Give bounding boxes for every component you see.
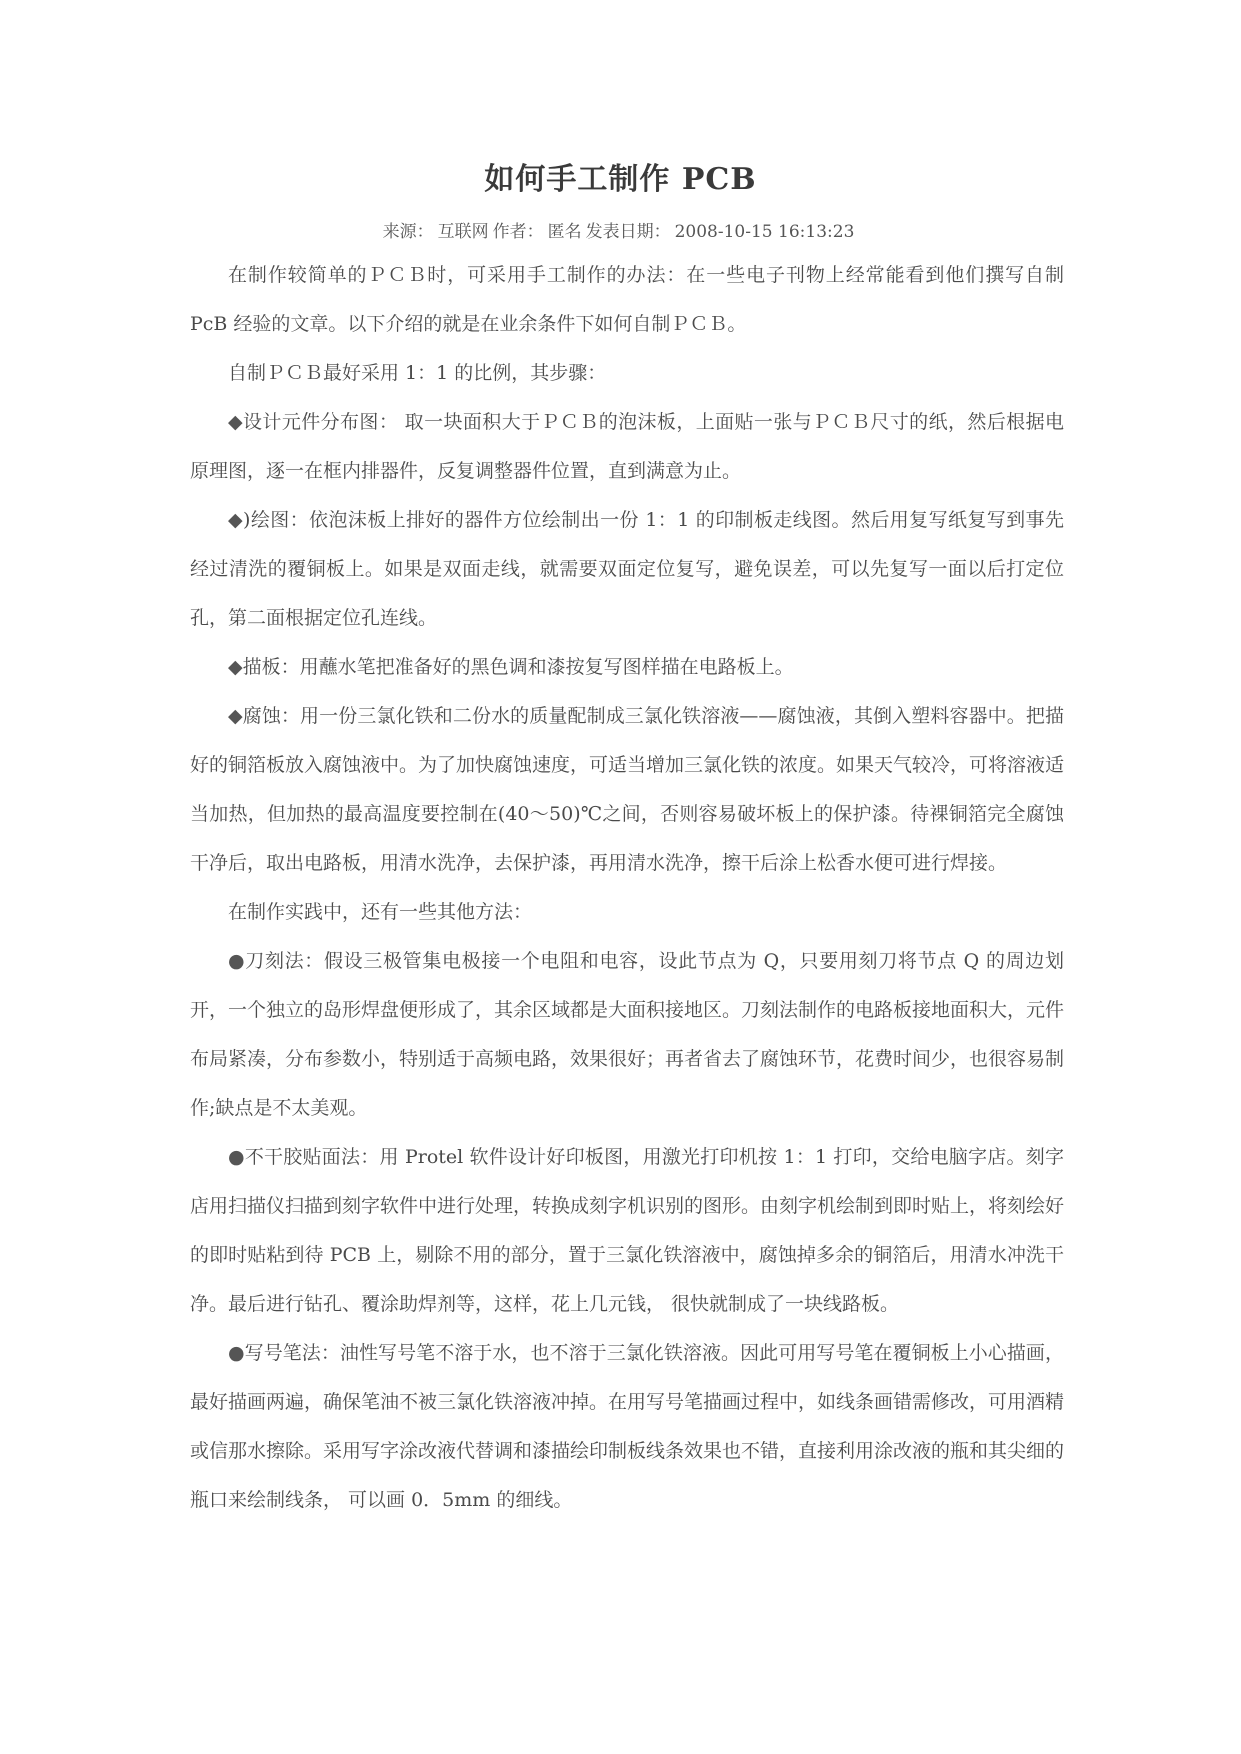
diamond-bullet-icon: ◆	[228, 509, 244, 531]
diamond-bullet-icon: ◆	[228, 705, 243, 727]
document-meta	[0, 220, 1241, 244]
paragraph-text: 写号笔法：油性写号笔不溶于水，也不溶于三氯化铁溶液。因此可用写号笔在覆铜板上小心描画，最好描画两遍，确保笔油不被三氯化铁溶液冲掉。在用写号笔描画过程中，如线条画错需修改，可用酒精或信那水擦除。采用写字涂改液代替调和漆描绘印制板线条效果也不错，直接利用涂改液的瓶和其尖细的瓶口来绘制线条， 可以画 0．5mm 的细线。	[190, 1342, 1065, 1511]
date-value: 2008-10-15 16:13:23	[674, 222, 855, 242]
paragraph-text: )绘图：依泡沫板上排好的器件方位绘制出一份 1：1 的印制板走线图。然后用复写纸复写到事先经过清洗的覆铜板上。如果是双面走线，就需要双面定位复写，避免误差，可以先复写一面以后打定位孔，第二面根据定位孔连线。	[190, 509, 1064, 629]
paragraph-text: 在制作实践中，还有一些其他方法：	[228, 901, 533, 923]
paragraph-text: 设计元件分布图： 取一块面积大于ＰＣＢ的泡沫板，上面贴一张与ＰＣＢ尺寸的纸，然后根据电原理图，逐一在框内排器件，反复调整器件位置，直到满意为止。	[190, 411, 1064, 482]
paragraph-step-tracing	[190, 643, 1064, 692]
author-value: 匿名	[547, 222, 582, 242]
paragraph-text: 在制作较简单的ＰＣＢ时，可采用手工制作的办法：在一些电子刊物上经常能看到他们撰写自制 PcB 经验的文章。以下介绍的就是在业余条件下如何自制ＰＣＢ。	[190, 264, 1064, 335]
source-value: 互联网	[437, 222, 489, 242]
document-body	[190, 251, 1064, 1525]
paragraph-other-methods	[190, 888, 1064, 937]
paragraph-method-marker	[190, 1329, 1064, 1525]
paragraph-step-etching	[190, 692, 1064, 888]
document-title: 如何手工制作 PCB	[484, 162, 757, 197]
paragraph-text: 不干胶贴面法：用 Protel 软件设计好印板图，用激光打印机按 1：1 打印，交给电脑字店。刻字店用扫描仪扫描到刻字软件中进行处理，转换成刻字机识别的图形。由刻字机绘制到即时贴上，将刻绘好的即时贴粘到待 PCB 上，剔除不用的部分，置于三氯化铁溶液中，腐蚀掉多余的铜箔后，用清水冲洗干净。最后进行钻孔、覆涂助焊剂等，这样，花上几元钱， 很快就制成了一块线路板。	[190, 1146, 1065, 1315]
diamond-bullet-icon: ◆	[228, 411, 244, 433]
paragraph-method-knife	[190, 937, 1064, 1133]
circle-bullet-icon: ●	[228, 1146, 245, 1168]
diamond-bullet-icon: ◆	[228, 656, 243, 678]
date-label: 发表日期：	[585, 222, 671, 242]
circle-bullet-icon: ●	[228, 1342, 245, 1364]
author-label: 作者：	[492, 222, 544, 242]
paragraph-step-drawing	[190, 496, 1064, 643]
paragraph-text: 腐蚀：用一份三氯化铁和二份水的质量配制成三氯化铁溶液——腐蚀液，其倒入塑料容器中。把描好的铜箔板放入腐蚀液中。为了加快腐蚀速度，可适当增加三氯化铁的浓度。如果天气较冷，可将溶液适当加热，但加热的最高温度要控制在(40～50)℃之间，否则容易破坏板上的保护漆。待裸铜箔完全腐蚀干净后，取出电路板，用清水洗净，去保护漆，再用清水洗净，擦干后涂上松香水便可进行焊接。	[190, 705, 1065, 874]
paragraph-step-layout	[190, 398, 1064, 496]
circle-bullet-icon: ●	[228, 950, 246, 972]
paragraph-text: 刀刻法：假设三极管集电极接一个电阻和电容，设此节点为 Q，只要用刻刀将节点 Q 的周边划开，一个独立的岛形焊盘便形成了，其余区域都是大面积接地区。刀刻法制作的电路板接地面积大，元件布局紧凑，分布参数小，特别适于高频电路，效果很好；再者省去了腐蚀环节，花费时间少，也很容易制作;缺点是不太美观。	[190, 950, 1065, 1119]
source-label: 来源：	[382, 222, 434, 242]
paragraph-text: 自制ＰＣＢ最好采用 1：1 的比例，其步骤：	[228, 362, 607, 384]
paragraph-text: 描板：用蘸水笔把准备好的黑色调和漆按复写图样描在电路板上。	[242, 656, 794, 678]
paragraph-method-sticker	[190, 1133, 1064, 1329]
paragraph-intro	[190, 251, 1064, 349]
paragraph-steps-intro	[190, 349, 1064, 398]
